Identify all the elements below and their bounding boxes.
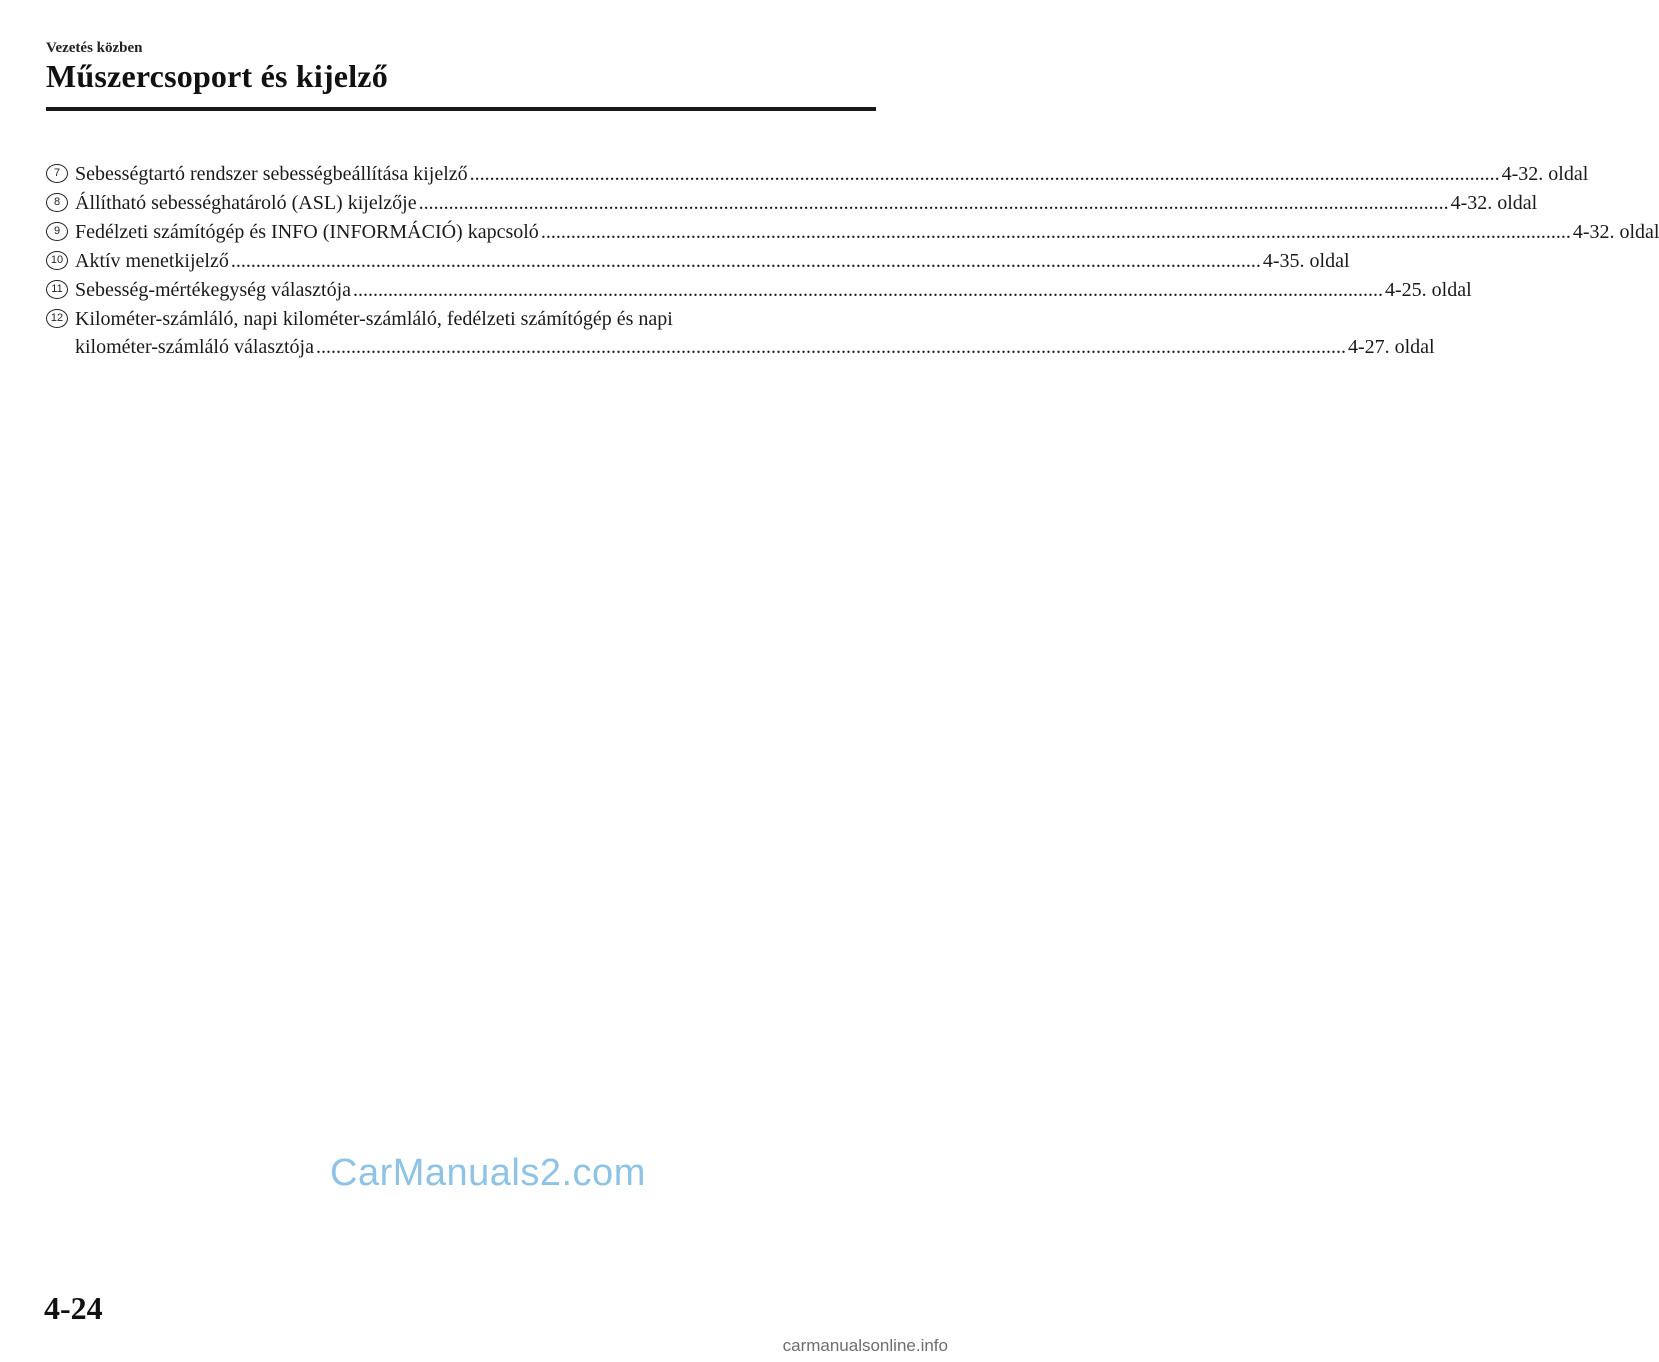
toc-entry — [46, 276, 1472, 304]
toc-page-ref: 4-25. oldal — [1385, 279, 1472, 301]
toc-entry-body — [75, 218, 1659, 246]
toc-entry-text: Fedélzeti számítógép és INFO (INFORMÁCIÓ) kapcsoló — [75, 221, 539, 243]
leader-dots — [541, 218, 1571, 246]
toc-page-ref: 4-27. oldal — [1347, 336, 1435, 358]
circled-number: 10 — [46, 251, 68, 270]
toc-entry-body — [75, 247, 1350, 275]
toc-entry — [46, 218, 1659, 246]
toc-entry-text: Aktív menetkijelző — [75, 250, 229, 272]
toc-line — [75, 247, 1350, 275]
toc-line — [75, 333, 1435, 361]
toc-page-ref: 4-32. oldal — [1572, 221, 1659, 243]
title-rule — [46, 107, 876, 111]
toc-entry — [46, 160, 1589, 188]
leader-dots — [353, 276, 1383, 304]
toc-entry-text: Kilométer-számláló, napi kilométer-számláló, fedélzeti számítógép és napi — [75, 308, 673, 330]
toc-entry-text: kilométer-számláló választója — [75, 336, 314, 358]
toc-entry-body — [75, 305, 1435, 361]
section-label: Vezetés közben — [46, 40, 143, 56]
circled-number: 9 — [46, 222, 68, 241]
toc-page-ref: 4-32. oldal — [1501, 163, 1589, 185]
toc-entry — [46, 305, 1435, 361]
circled-number: 8 — [46, 193, 68, 212]
leader-dots — [419, 189, 1449, 217]
circled-number: 12 — [46, 309, 68, 328]
footer-watermark: carmanualsonline.info — [782, 1336, 948, 1355]
toc-entry-text: Sebességtartó rendszer sebességbeállítása kijelző — [75, 163, 468, 185]
toc-page-ref: 4-32. oldal — [1450, 192, 1538, 214]
leader-dots — [231, 247, 1261, 275]
toc-line — [75, 305, 1435, 333]
toc-entry — [46, 189, 1538, 217]
toc-line — [75, 189, 1537, 217]
toc-line — [75, 218, 1659, 246]
page-title: Műszercsoport és kijelző — [46, 58, 388, 94]
toc-entry-text: Állítható sebességhatároló (ASL) kijelzője — [75, 192, 417, 214]
toc-entry-body — [75, 189, 1537, 217]
leader-dots — [316, 333, 1346, 361]
toc-line — [75, 276, 1472, 304]
circled-number: 11 — [46, 280, 68, 299]
leader-dots — [470, 160, 1500, 188]
toc-line — [75, 160, 1588, 188]
circled-number: 7 — [46, 164, 68, 183]
toc-list — [46, 160, 1659, 362]
toc-entry-text: Sebesség-mértékegység választója — [75, 279, 352, 301]
toc-entry-body — [75, 160, 1588, 188]
toc-entry — [46, 247, 1350, 275]
watermark-logo: CarManuals2.com — [330, 1152, 646, 1194]
page-number: 4-24 — [44, 1290, 103, 1326]
toc-page-ref: 4-35. oldal — [1262, 250, 1350, 272]
toc-entry-body — [75, 276, 1472, 304]
